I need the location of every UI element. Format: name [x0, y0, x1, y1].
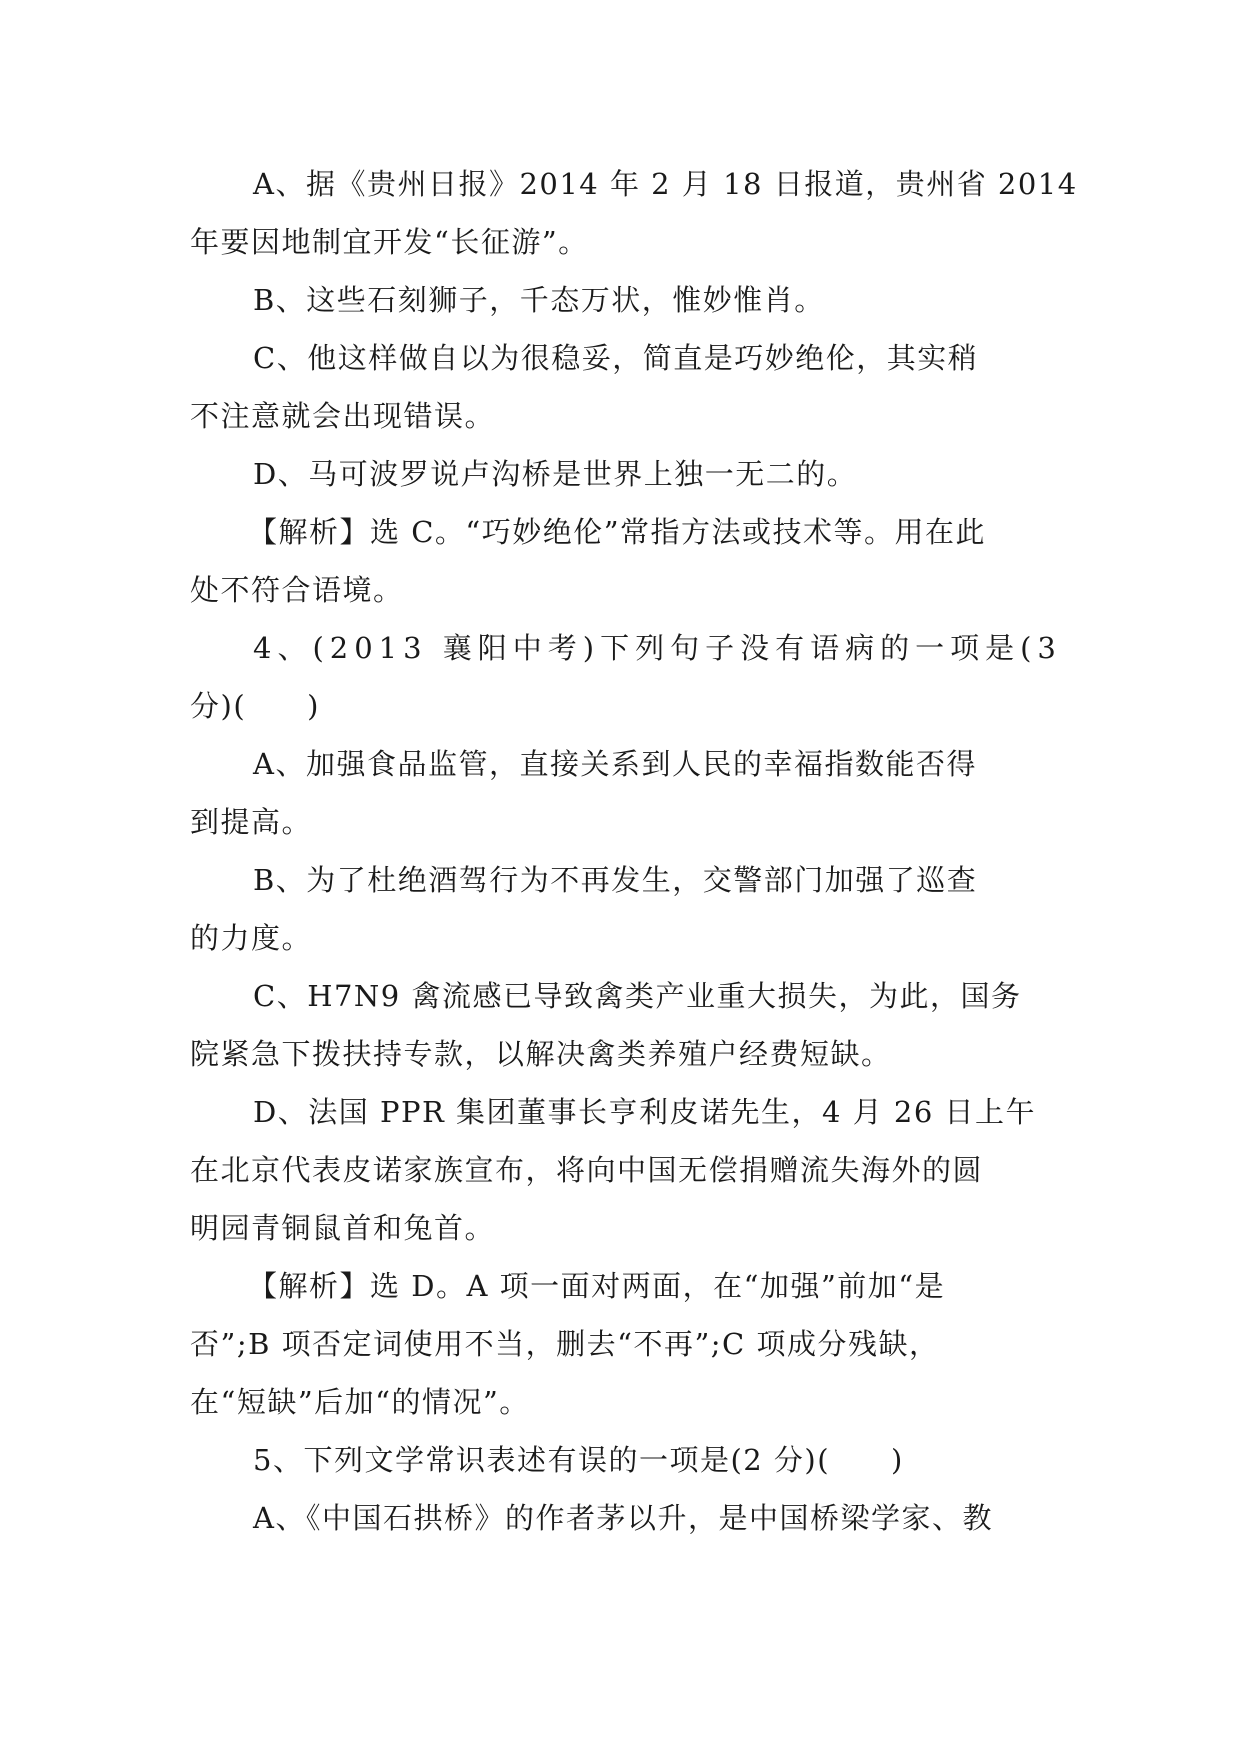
text-line: 在北京代表皮诺家族宣布，将向中国无偿捐赠流失海外的圆	[190, 1153, 984, 1187]
text-line: D、法国 PPR 集团董事长亨利皮诺先生，4 月 26 日上午	[253, 1095, 1037, 1129]
text-line: C、H7N9 禽流感已导致禽类产业重大损失，为此，国务	[253, 979, 1022, 1013]
text-line: B、为了杜绝酒驾行为不再发生，交警部门加强了巡查	[253, 863, 978, 897]
text-line: 的力度。	[190, 921, 313, 955]
question-line: 5、下列文学常识表述有误的一项是(2 分)( )	[253, 1443, 904, 1477]
text-line: 明园青铜鼠首和兔首。	[190, 1211, 496, 1245]
text-line: 到提高。	[190, 805, 313, 839]
text-line: 否”;B 项否定词使用不当，删去“不再”;C 项成分残缺，	[190, 1327, 940, 1361]
analysis-line: 【解析】选 D。A 项一面对两面，在“加强”前加“是	[248, 1269, 946, 1303]
document-body	[190, 155, 1078, 1547]
text-line: A、据《贵州日报》2014 年 2 月 18 日报道，贵州省 2014	[253, 167, 1078, 201]
analysis-line: 【解析】选 C。“巧妙绝伦”常指方法或技术等。用在此	[248, 515, 987, 549]
text-line: 在“短缺”后加“的情况”。	[190, 1385, 530, 1419]
text-line: 院紧急下拨扶持专款，以解决禽类养殖户经费短缺。	[190, 1037, 892, 1071]
text-line: A、加强食品监管，直接关系到人民的幸福指数能否得	[253, 747, 977, 781]
text-line: 年要因地制宜开发“长征游”。	[190, 225, 589, 259]
text-line: 不注意就会出现错误。	[190, 399, 496, 433]
text-line: C、他这样做自以为很稳妥，简直是巧妙绝伦，其实稍	[253, 341, 979, 375]
text-line: D、马可波罗说卢沟桥是世界上独一无二的。	[253, 457, 858, 491]
text-line: 分)( )	[190, 689, 320, 723]
text-line: A、《中国石拱桥》的作者茅以升，是中国桥梁学家、教	[253, 1501, 993, 1535]
text-line: 处不符合语境。	[190, 573, 404, 607]
question-line: 4、(2013 襄阳中考)下列句子没有语病的一项是(3	[253, 631, 1062, 665]
text-line: B、这些石刻狮子，千态万状，惟妙惟肖。	[253, 283, 825, 317]
